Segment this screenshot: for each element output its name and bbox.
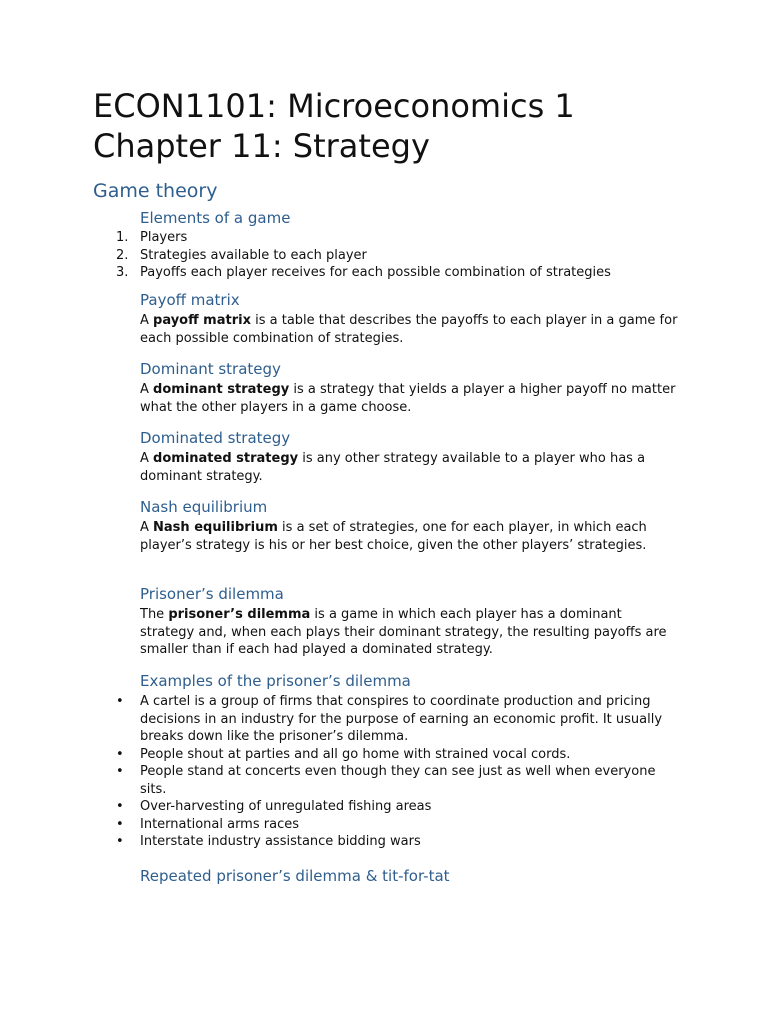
list-item	[116, 264, 680, 282]
definition-text: is a table that describes the payoffs to each player in a game for each possible combination of strategies.	[140, 313, 678, 346]
list-item-text: Payoffs each player receives for each possible combination of strategies	[140, 265, 611, 280]
list-item-text: International arms races	[140, 816, 299, 832]
document-title	[93, 86, 575, 166]
definition-prisoners-dilemma	[140, 606, 680, 659]
list-number: 3.	[116, 265, 129, 280]
definition-lead: A	[140, 520, 154, 535]
list-item	[116, 763, 680, 798]
term-dominated-strategy: dominated strategy	[153, 451, 299, 466]
list-item-text: People stand at concerts even though they can see just as well when everyone sits.	[140, 764, 656, 797]
list-item	[116, 229, 680, 247]
definition-lead: A	[140, 382, 154, 397]
term-prisoners-dilemma: prisoner’s dilemma	[168, 607, 311, 622]
heading-elements-of-a-game: Elements of a game	[140, 209, 291, 227]
bullet-icon: •	[116, 834, 124, 849]
term-nash-equilibrium: Nash equilibrium	[153, 520, 278, 535]
list-number: 1.	[116, 230, 129, 245]
heading-examples-prisoners-dilemma: Examples of the prisoner’s dilemma	[140, 672, 411, 690]
list-item	[116, 833, 680, 851]
list-item	[116, 798, 680, 816]
title-line-course: ECON1101: Microeconomics 1	[93, 87, 575, 125]
bullet-icon: •	[116, 799, 124, 814]
definition-lead: A	[140, 451, 154, 466]
bullet-icon: •	[116, 764, 124, 779]
definition-lead: A	[140, 313, 154, 328]
definition-text: is a game in which each player has a dominant strategy and, when each plays their dominant strategy, the resulting payoffs are smaller than if each had played a dominated strategy.	[140, 607, 667, 657]
definition-nash-equilibrium	[140, 519, 680, 554]
heading-repeated-prisoners-dilemma: Repeated prisoner’s dilemma & tit-for-tat	[140, 867, 450, 885]
definition-text: is a strategy that yields a player a higher payoff no matter what the other players in a game choose.	[140, 382, 676, 415]
heading-nash-equilibrium: Nash equilibrium	[140, 498, 268, 516]
bullet-icon: •	[116, 694, 124, 709]
definition-dominant-strategy	[140, 381, 680, 416]
elements-list	[116, 229, 680, 282]
list-item-text: Strategies available to each player	[140, 247, 367, 263]
list-item-text: A cartel is a group of firms that conspires to coordinate production and pricing decisions in an industry for the purpose of earning an economic profit. It usually breaks down like the prisoner’s dilemma.	[140, 694, 663, 744]
definition-text: is any other strategy available to a player who has a dominant strategy.	[140, 451, 646, 484]
title-line-chapter: Chapter 11: Strategy	[93, 127, 430, 165]
term-dominant-strategy: dominant strategy	[153, 382, 290, 397]
list-item-text: Players	[140, 230, 188, 245]
list-item	[116, 816, 680, 834]
definition-dominated-strategy	[140, 450, 680, 485]
heading-payoff-matrix: Payoff matrix	[140, 291, 240, 309]
list-item-text: People shout at parties and all go home with strained vocal cords.	[140, 746, 571, 762]
heading-dominant-strategy: Dominant strategy	[140, 360, 281, 378]
term-payoff-matrix: payoff matrix	[153, 313, 251, 328]
list-item	[116, 247, 680, 265]
heading-dominated-strategy: Dominated strategy	[140, 429, 291, 447]
examples-list	[116, 693, 680, 851]
list-number: 2.	[116, 247, 129, 263]
list-item	[116, 693, 680, 746]
definition-lead: The	[140, 607, 169, 622]
definition-payoff-matrix	[140, 312, 680, 347]
list-item-text: Interstate industry assistance bidding wars	[140, 834, 421, 849]
bullet-icon: •	[116, 746, 124, 762]
list-item-text: Over-harvesting of unregulated fishing areas	[140, 799, 432, 814]
section-heading-game-theory: Game theory	[93, 180, 218, 202]
bullet-icon: •	[116, 816, 124, 832]
heading-prisoners-dilemma: Prisoner’s dilemma	[140, 585, 284, 603]
definition-text: is a set of strategies, one for each player, in which each player’s strategy is his or her best choice, given the other players’ strategies.	[140, 520, 647, 553]
list-item	[116, 746, 680, 764]
